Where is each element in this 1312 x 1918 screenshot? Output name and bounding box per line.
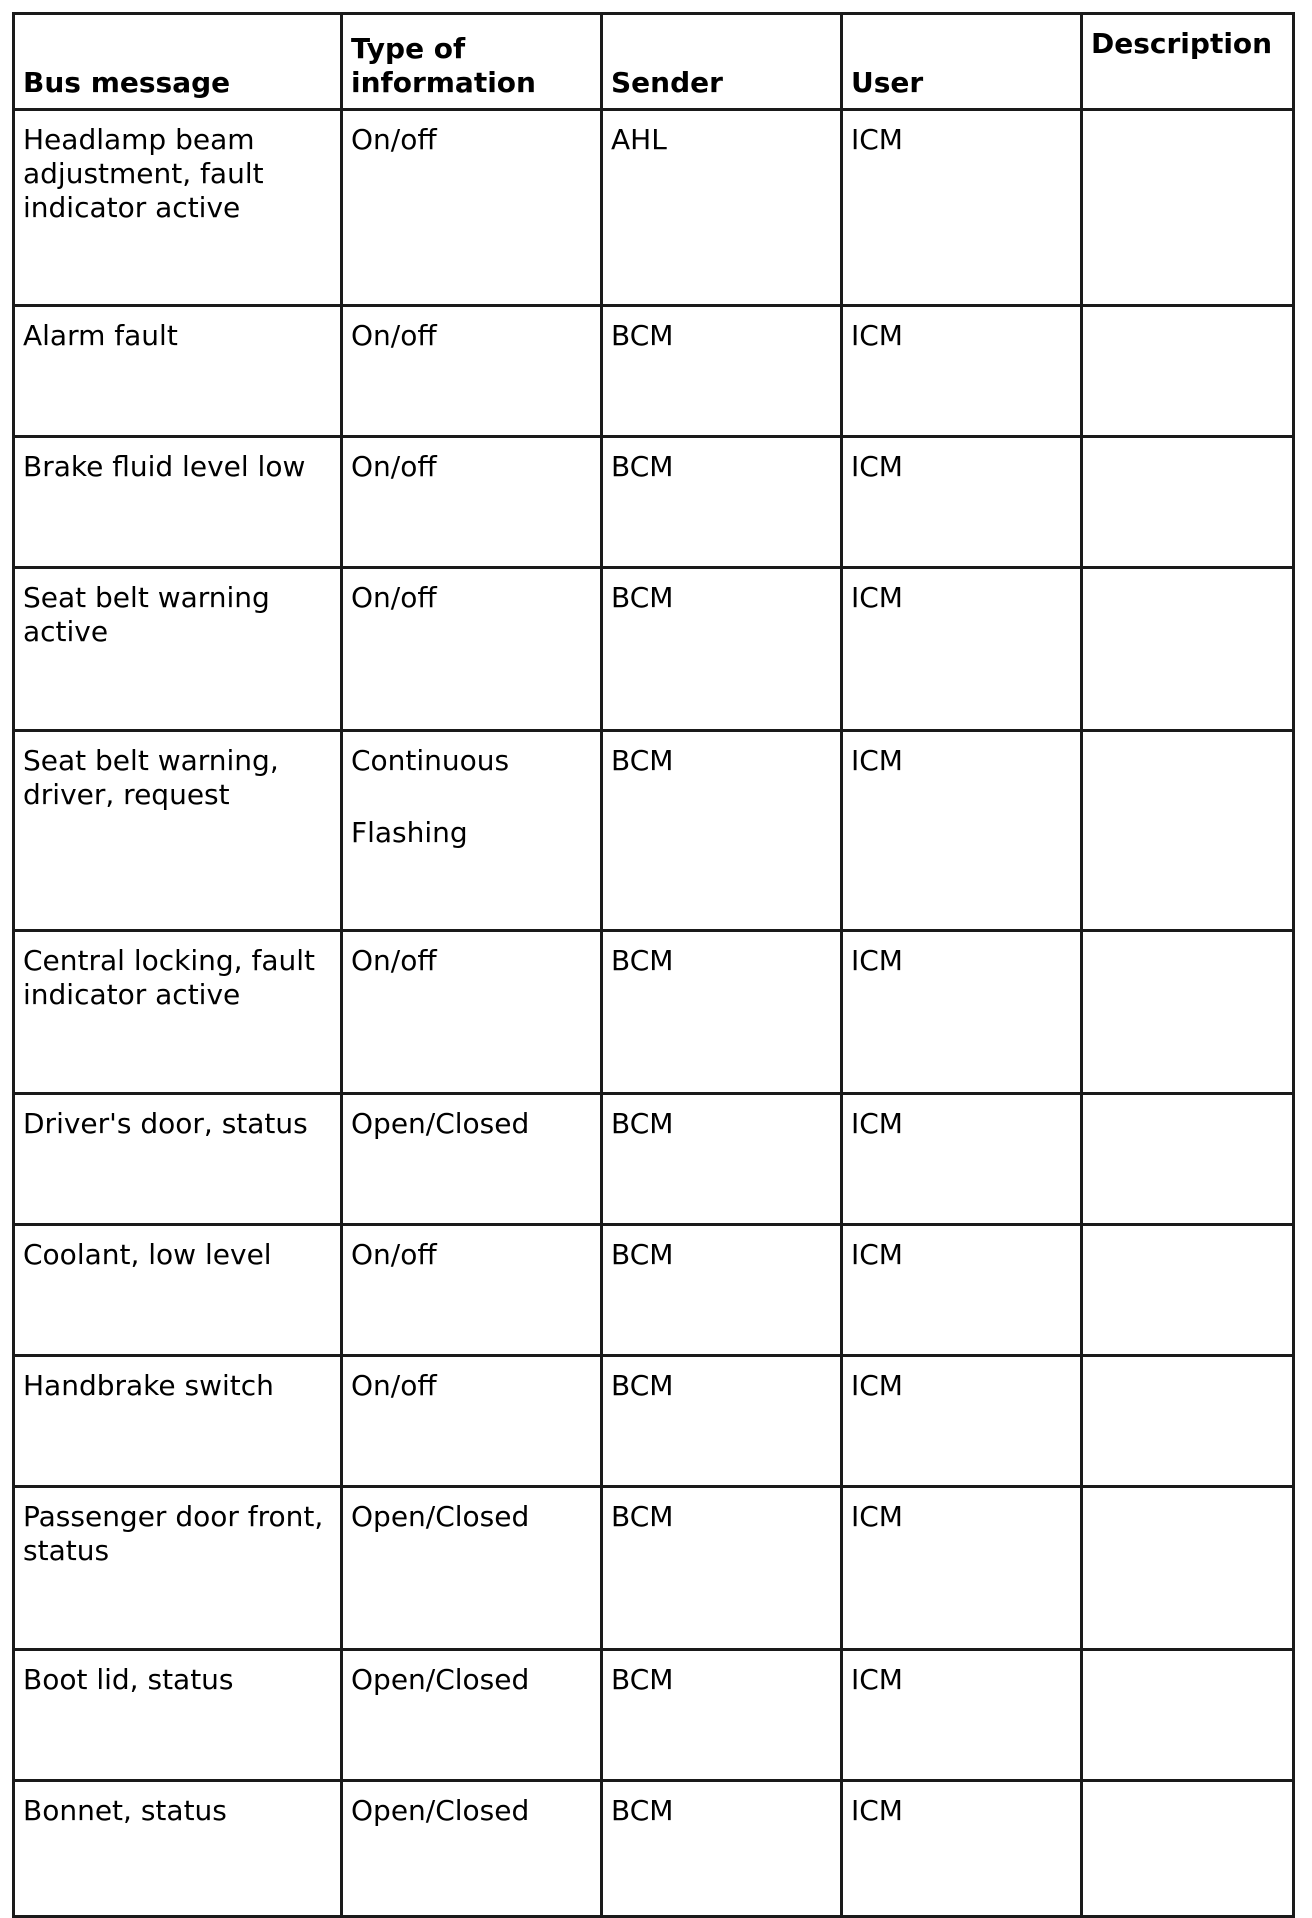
cell-sender: BCM bbox=[602, 1094, 842, 1225]
cell-bus-message: Brake fluid level low bbox=[14, 437, 342, 568]
table-row bbox=[14, 1781, 1294, 1917]
cell-description bbox=[1082, 931, 1294, 1094]
type-value: Flashing bbox=[351, 816, 468, 849]
cell-user: ICM bbox=[842, 568, 1082, 731]
cell-description bbox=[1082, 1225, 1294, 1356]
type-value: On/off bbox=[351, 581, 437, 614]
type-value: Open/Closed bbox=[351, 1107, 530, 1140]
type-value: On/off bbox=[351, 123, 437, 156]
table-row bbox=[14, 1487, 1294, 1650]
cell-description bbox=[1082, 437, 1294, 568]
table-row bbox=[14, 1650, 1294, 1781]
table-row bbox=[14, 931, 1294, 1094]
cell-sender: BCM bbox=[602, 1650, 842, 1781]
table-row bbox=[14, 568, 1294, 731]
cell-user: ICM bbox=[842, 306, 1082, 437]
table-row bbox=[14, 110, 1294, 306]
cell-sender: BCM bbox=[602, 1781, 842, 1917]
cell-bus-message: Bonnet, status bbox=[14, 1781, 342, 1917]
type-value: Open/Closed bbox=[351, 1500, 530, 1533]
cell-bus-message: Boot lid, status bbox=[14, 1650, 342, 1781]
table-row bbox=[14, 306, 1294, 437]
cell-type-of-information bbox=[342, 437, 602, 568]
cell-user: ICM bbox=[842, 110, 1082, 306]
cell-description bbox=[1082, 306, 1294, 437]
cell-sender: BCM bbox=[602, 437, 842, 568]
cell-type-of-information bbox=[342, 110, 602, 306]
type-value: On/off bbox=[351, 450, 437, 483]
cell-sender: BCM bbox=[602, 568, 842, 731]
cell-description bbox=[1082, 1650, 1294, 1781]
cell-user: ICM bbox=[842, 1225, 1082, 1356]
cell-type-of-information bbox=[342, 306, 602, 437]
cell-type-of-information bbox=[342, 568, 602, 731]
cell-sender: BCM bbox=[602, 1356, 842, 1487]
cell-bus-message: Alarm fault bbox=[14, 306, 342, 437]
cell-user: ICM bbox=[842, 1781, 1082, 1917]
table-body bbox=[14, 110, 1294, 1917]
cell-description bbox=[1082, 731, 1294, 931]
type-value: On/off bbox=[351, 1369, 437, 1402]
header-sender: Sender bbox=[602, 14, 842, 110]
cell-bus-message: Passenger door front, status bbox=[14, 1487, 342, 1650]
cell-user: ICM bbox=[842, 1356, 1082, 1487]
cell-bus-message: Seat belt warning, driver, request bbox=[14, 731, 342, 931]
table-row bbox=[14, 1225, 1294, 1356]
cell-type-of-information bbox=[342, 1650, 602, 1781]
cell-description bbox=[1082, 1781, 1294, 1917]
cell-description bbox=[1082, 568, 1294, 731]
cell-type-of-information bbox=[342, 1487, 602, 1650]
cell-description bbox=[1082, 1487, 1294, 1650]
cell-sender: BCM bbox=[602, 1225, 842, 1356]
type-value: Open/Closed bbox=[351, 1794, 530, 1827]
cell-sender: BCM bbox=[602, 931, 842, 1094]
cell-user: ICM bbox=[842, 1094, 1082, 1225]
cell-bus-message: Driver's door, status bbox=[14, 1094, 342, 1225]
type-value: Continuous bbox=[351, 744, 510, 777]
cell-bus-message: Central locking, fault indicator active bbox=[14, 931, 342, 1094]
header-description: Description bbox=[1082, 14, 1294, 110]
cell-sender: AHL bbox=[602, 110, 842, 306]
table-row bbox=[14, 1356, 1294, 1487]
cell-type-of-information bbox=[342, 1225, 602, 1356]
cell-sender: BCM bbox=[602, 1487, 842, 1650]
cell-bus-message: Handbrake switch bbox=[14, 1356, 342, 1487]
type-value: Open/Closed bbox=[351, 1663, 530, 1696]
cell-user: ICM bbox=[842, 437, 1082, 568]
cell-sender: BCM bbox=[602, 731, 842, 931]
cell-bus-message: Headlamp beam adjustment, fault indicator active bbox=[14, 110, 342, 306]
cell-description bbox=[1082, 110, 1294, 306]
cell-bus-message: Coolant, low level bbox=[14, 1225, 342, 1356]
bus-message-table bbox=[12, 12, 1295, 1918]
cell-type-of-information bbox=[342, 931, 602, 1094]
cell-type-of-information bbox=[342, 1356, 602, 1487]
cell-sender: BCM bbox=[602, 306, 842, 437]
table-row bbox=[14, 437, 1294, 568]
cell-bus-message: Seat belt warning active bbox=[14, 568, 342, 731]
table-row bbox=[14, 1094, 1294, 1225]
type-value: On/off bbox=[351, 319, 437, 352]
cell-description bbox=[1082, 1356, 1294, 1487]
header-type-of-information: Type of information bbox=[342, 14, 602, 110]
cell-type-of-information bbox=[342, 1094, 602, 1225]
table-header-row bbox=[14, 14, 1294, 110]
header-user: User bbox=[842, 14, 1082, 110]
cell-description bbox=[1082, 1094, 1294, 1225]
cell-user: ICM bbox=[842, 1650, 1082, 1781]
cell-user: ICM bbox=[842, 731, 1082, 931]
cell-user: ICM bbox=[842, 1487, 1082, 1650]
type-value: On/off bbox=[351, 944, 437, 977]
type-value: On/off bbox=[351, 1238, 437, 1271]
header-bus-message: Bus message bbox=[14, 14, 342, 110]
cell-type-of-information bbox=[342, 731, 602, 931]
cell-user: ICM bbox=[842, 931, 1082, 1094]
table-row bbox=[14, 731, 1294, 931]
cell-type-of-information bbox=[342, 1781, 602, 1917]
